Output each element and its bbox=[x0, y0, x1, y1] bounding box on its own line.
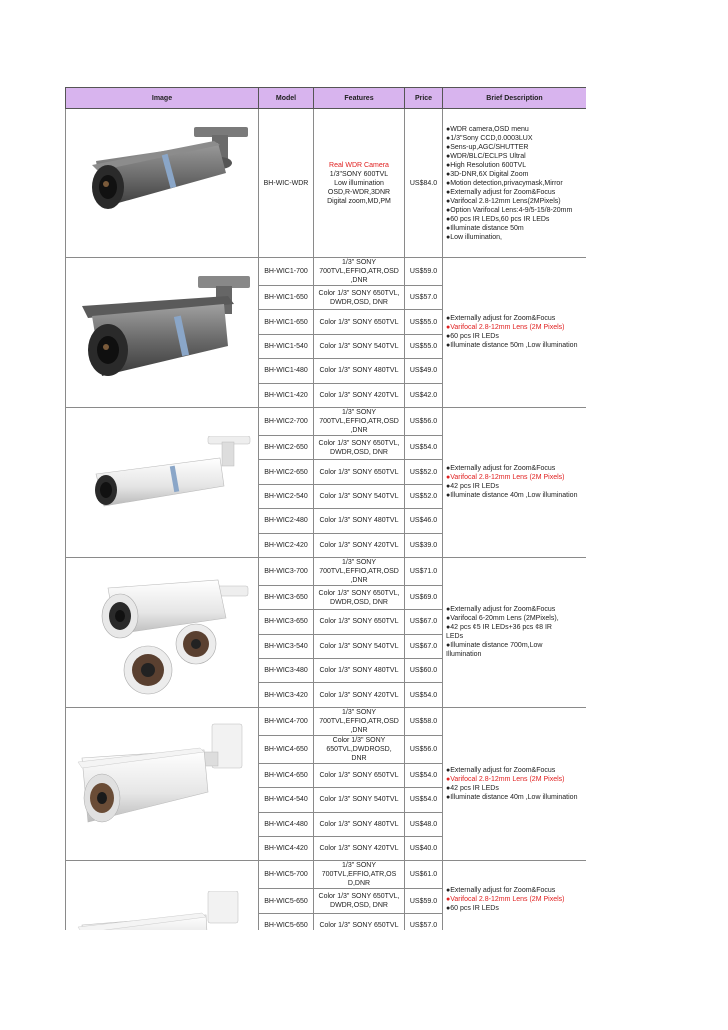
price-list-sheet bbox=[65, 87, 586, 930]
features-cell bbox=[314, 683, 405, 707]
model-cell: BH-WIC3-700 bbox=[259, 557, 314, 585]
description-line: ●Illuminate distance 50m bbox=[446, 224, 524, 232]
description-cell bbox=[443, 407, 587, 557]
price-cell: US$84.0 bbox=[405, 109, 443, 258]
features-cell bbox=[314, 735, 405, 763]
model-cell: BH-WIC3-480 bbox=[259, 659, 314, 683]
description-line: ●Illuminate distance 50m ,Low illumination bbox=[446, 342, 578, 350]
feature-line: 1/3"SONY 600TVL bbox=[329, 170, 389, 178]
price-cell: US$49.0 bbox=[405, 359, 443, 383]
bullet-camera-white-long-icon bbox=[76, 722, 252, 840]
feature-line: Color 1/3" SONY 480TVL bbox=[319, 517, 399, 525]
header-features: Features bbox=[314, 88, 405, 109]
description-line: ●Externally adjust for Zoom&Focus bbox=[446, 767, 556, 775]
price-cell: US$58.0 bbox=[405, 707, 443, 735]
feature-line: OSD,R-WDR,3DNR bbox=[327, 188, 391, 196]
header-image: Image bbox=[66, 88, 259, 109]
model-cell: BH-WIC1-420 bbox=[259, 383, 314, 407]
feature-line: Color 1/3" SONY 540TVL bbox=[319, 796, 399, 804]
feature-line: ,DNR bbox=[350, 576, 368, 584]
model-cell: BH-WIC5-650 bbox=[259, 889, 314, 913]
feature-line: 1/3" SONY bbox=[342, 259, 376, 266]
model-cell: BH-WIC4-420 bbox=[259, 837, 314, 861]
header-model: Model bbox=[259, 88, 314, 109]
feature-line: 700TVL,EFFIO,ATR,OSD bbox=[319, 417, 399, 425]
features-cell bbox=[314, 610, 405, 634]
bullet-camera-white-partial-icon bbox=[76, 891, 252, 930]
bullet-camera-gray-sunshield-icon bbox=[78, 276, 254, 386]
price-cell: US$57.0 bbox=[405, 913, 443, 930]
feature-line: Color 1/3" SONY 540TVL bbox=[319, 342, 399, 350]
description-line: ●60 pcs IR LEDs,60 pcs IR LEDs bbox=[446, 215, 550, 223]
price-cell: US$55.0 bbox=[405, 334, 443, 358]
features-cell bbox=[314, 310, 405, 334]
description-cell bbox=[443, 109, 587, 258]
description-line: ●Illuminate distance 700m,Low bbox=[446, 642, 543, 650]
price-cell: US$60.0 bbox=[405, 659, 443, 683]
features-cell bbox=[314, 707, 405, 735]
bullet-camera-white-icon bbox=[90, 436, 255, 516]
price-cell: US$56.0 bbox=[405, 407, 443, 435]
model-cell: BH-WIC3-420 bbox=[259, 683, 314, 707]
feature-line: 1/3" SONY bbox=[342, 862, 376, 870]
features-cell bbox=[314, 509, 405, 533]
features-cell bbox=[314, 861, 405, 889]
description-line: ●WDR/BLC/ECLPS Ultral bbox=[446, 152, 526, 160]
feature-line: Color 1/3" SONY 480TVL bbox=[319, 367, 399, 375]
description-line: ●Illuminate distance 40m ,Low illumination bbox=[446, 794, 578, 802]
price-cell: US$52.0 bbox=[405, 484, 443, 508]
features-cell bbox=[314, 659, 405, 683]
price-cell: US$61.0 bbox=[405, 861, 443, 889]
description-line: ●Option Varifocal Lens:4-9/5-15/8-20mm bbox=[446, 206, 573, 214]
price-cell: US$46.0 bbox=[405, 509, 443, 533]
feature-line: 700TVL,EFFIO,ATR,OS bbox=[321, 871, 397, 879]
features-cell bbox=[314, 788, 405, 812]
features-cell bbox=[314, 889, 405, 913]
feature-line: DNR bbox=[351, 754, 367, 762]
description-line: ●Externally adjust for Zoom&Focus bbox=[446, 315, 556, 323]
description-line: ●WDR camera,OSD menu bbox=[446, 125, 529, 133]
description-line: ●Externally adjust for Zoom&Focus bbox=[446, 465, 556, 473]
table-row bbox=[66, 707, 587, 735]
description-line: ●Varifocal 2.8-12mm Lens (2M Pixels) bbox=[446, 474, 565, 482]
price-cell: US$54.0 bbox=[405, 763, 443, 787]
model-cell: BH-WIC4-540 bbox=[259, 788, 314, 812]
description-line: ●Low illumination, bbox=[446, 233, 502, 241]
feature-line: Color 1/3" SONY 480TVL bbox=[319, 667, 399, 675]
feature-line: 700TVL,EFFIO,ATR,OSD bbox=[319, 717, 399, 725]
table-row bbox=[66, 407, 587, 435]
description-line: ●Externally adjust for Zoom&Focus bbox=[446, 606, 556, 614]
description-line: ●60 pcs IR LEDs bbox=[446, 904, 499, 912]
model-cell: BH-WIC1-650 bbox=[259, 310, 314, 334]
description-cell bbox=[443, 707, 587, 861]
description-line: ●42 pcs IR LEDs bbox=[446, 483, 499, 491]
model-cell: BH-WIC2-650 bbox=[259, 435, 314, 459]
model-cell: BH-WIC1-700 bbox=[259, 258, 314, 286]
header-price: Price bbox=[405, 88, 443, 109]
features-cell bbox=[314, 484, 405, 508]
feature-line: Color 1/3" SONY 420TVL bbox=[319, 541, 399, 549]
product-image-cell bbox=[66, 557, 259, 707]
feature-line: 1/3" SONY bbox=[342, 708, 376, 716]
model-cell: BH-WIC-WDR bbox=[259, 109, 314, 258]
features-cell bbox=[314, 557, 405, 585]
description-line: LEDs bbox=[446, 633, 464, 641]
features-cell bbox=[314, 435, 405, 459]
model-cell: BH-WIC2-480 bbox=[259, 509, 314, 533]
price-cell: US$42.0 bbox=[405, 383, 443, 407]
price-cell: US$67.0 bbox=[405, 610, 443, 634]
description-line: ●Varifocal 6-20mm Lens (2MPixels), bbox=[446, 615, 559, 623]
feature-line: Color 1/3" SONY 420TVL bbox=[319, 691, 399, 699]
description-cell bbox=[443, 258, 587, 408]
description-line: ●Varifocal 2.8-12mm Lens (2M Pixels) bbox=[446, 895, 565, 903]
features-cell bbox=[314, 109, 405, 258]
feature-line: Color 1/3" SONY 420TVL bbox=[319, 391, 399, 399]
feature-line: ,DNR bbox=[350, 277, 368, 284]
feature-line: Color 1/3" SONY 650TVL bbox=[319, 468, 399, 476]
features-cell bbox=[314, 837, 405, 861]
features-cell bbox=[314, 812, 405, 836]
description-line: ●Varifocal 2.8-12mm Lens(2MPixels) bbox=[446, 197, 561, 205]
product-image-cell bbox=[66, 707, 259, 861]
price-cell: US$55.0 bbox=[405, 310, 443, 334]
description-line: ●Varifocal 2.8-12mm Lens (2M Pixels) bbox=[446, 324, 565, 332]
features-cell bbox=[314, 634, 405, 658]
table-header-row bbox=[66, 88, 587, 109]
feature-line: Color 1/3" SONY 650TVL, bbox=[318, 893, 400, 901]
feature-line: Color 1/3" SONY 420TVL bbox=[319, 845, 399, 853]
model-cell: BH-WIC1-480 bbox=[259, 359, 314, 383]
model-cell: BH-WIC2-540 bbox=[259, 484, 314, 508]
header-description: Brief Description bbox=[443, 88, 587, 109]
price-cell: US$67.0 bbox=[405, 634, 443, 658]
features-cell bbox=[314, 460, 405, 484]
price-table bbox=[65, 87, 586, 930]
features-cell bbox=[314, 383, 405, 407]
product-image-cell bbox=[66, 109, 259, 258]
description-line: ●Externally adjust for Zoom&Focus bbox=[446, 188, 556, 196]
table-row-wdr bbox=[66, 109, 587, 258]
model-cell: BH-WIC2-650 bbox=[259, 460, 314, 484]
description-cell bbox=[443, 557, 587, 707]
model-cell: BH-WIC3-650 bbox=[259, 610, 314, 634]
price-cell: US$57.0 bbox=[405, 286, 443, 310]
model-cell: BH-WIC2-420 bbox=[259, 533, 314, 557]
features-cell bbox=[314, 763, 405, 787]
feature-line: DWDR,OSD, DNR bbox=[330, 902, 388, 910]
description-line: ●3D-DNR,6X Digital Zoom bbox=[446, 170, 529, 178]
price-cell: US$54.0 bbox=[405, 683, 443, 707]
model-cell: BH-WIC3-540 bbox=[259, 634, 314, 658]
model-cell: BH-WIC1-540 bbox=[259, 334, 314, 358]
model-cell: BH-WIC4-480 bbox=[259, 812, 314, 836]
features-cell bbox=[314, 258, 405, 286]
description-line: ●42 pcs ¢5 IR LEDs+36 pcs ¢8 IR bbox=[446, 624, 552, 632]
model-cell: BH-WIC4-650 bbox=[259, 763, 314, 787]
feature-line: ,DNR bbox=[350, 726, 368, 734]
feature-line: DWDR,OSD, DNR bbox=[330, 448, 388, 456]
model-cell: BH-WIC1-650 bbox=[259, 286, 314, 310]
feature-line: Color 1/3" SONY 650TVL bbox=[319, 772, 399, 780]
feature-line: Color 1/3" SONY 540TVL bbox=[319, 642, 399, 650]
feature-line: 1/3" SONY bbox=[342, 558, 376, 566]
description-line: ●Motion detection,privacymask,Mirror bbox=[446, 179, 563, 187]
feature-line: ,DNR bbox=[350, 426, 368, 434]
feature-highlight: Real WDR Camera bbox=[329, 161, 389, 169]
model-cell: BH-WIC3-650 bbox=[259, 585, 314, 609]
twin-ir-camera-white-icon bbox=[98, 574, 254, 696]
feature-line: Color 1/3" SONY 650TVL, bbox=[318, 589, 400, 597]
feature-line: Color 1/3" SONY 480TVL bbox=[319, 820, 399, 828]
price-cell: US$69.0 bbox=[405, 585, 443, 609]
price-cell: US$40.0 bbox=[405, 837, 443, 861]
feature-line: Low illumination bbox=[334, 179, 384, 187]
feature-line: Digital zoom,MD,PM bbox=[327, 197, 391, 205]
feature-line: Color 1/3" SONY 650TVL bbox=[319, 318, 399, 326]
description-line: ●Sens-up,AGC/SHUTTER bbox=[446, 143, 529, 151]
table-row bbox=[66, 861, 587, 889]
model-cell: BH-WIC2-700 bbox=[259, 407, 314, 435]
feature-line: 1/3" SONY bbox=[342, 408, 376, 416]
features-cell bbox=[314, 533, 405, 557]
feature-line: Color 1/3" SONY 650TVL, bbox=[318, 439, 400, 447]
feature-line: Color 1/3" SONY 650TVL bbox=[319, 618, 399, 626]
feature-line: DWDR,OSD, DNR bbox=[330, 598, 388, 606]
features-cell bbox=[314, 407, 405, 435]
description-line: ●1/3"Sony CCD,0.0003LUX bbox=[446, 134, 533, 142]
price-cell: US$39.0 bbox=[405, 533, 443, 557]
description-line: ●60 pcs IR LEDs bbox=[446, 333, 499, 341]
description-line: ●42 pcs IR LEDs bbox=[446, 785, 499, 793]
table-row bbox=[66, 258, 587, 286]
price-cell: US$48.0 bbox=[405, 812, 443, 836]
model-cell: BH-WIC5-650 bbox=[259, 913, 314, 930]
description-cell bbox=[443, 861, 587, 930]
description-line: ●High Resolution 600TVL bbox=[446, 161, 527, 169]
feature-line: Color 1/3" SONY 650TVL, bbox=[318, 289, 400, 297]
price-cell: US$52.0 bbox=[405, 460, 443, 484]
feature-line: 650TVL,DWDROSD, bbox=[326, 745, 392, 753]
features-cell bbox=[314, 913, 405, 930]
feature-line: Color 1/3" SONY 540TVL bbox=[319, 492, 399, 500]
description-line: ●Varifocal 2.8-12mm Lens (2M Pixels) bbox=[446, 776, 565, 784]
price-cell: US$54.0 bbox=[405, 435, 443, 459]
features-cell bbox=[314, 286, 405, 310]
model-cell: BH-WIC4-650 bbox=[259, 735, 314, 763]
price-cell: US$59.0 bbox=[405, 889, 443, 913]
feature-line: DWDR,OSD, DNR bbox=[330, 298, 388, 306]
product-image-cell bbox=[66, 861, 259, 930]
model-cell: BH-WIC4-700 bbox=[259, 707, 314, 735]
price-cell: US$54.0 bbox=[405, 788, 443, 812]
description-line: Illumination bbox=[446, 651, 482, 659]
features-cell bbox=[314, 359, 405, 383]
price-cell: US$56.0 bbox=[405, 735, 443, 763]
model-cell: BH-WIC5-700 bbox=[259, 861, 314, 889]
feature-line: Color 1/3" SONY 650TVL bbox=[319, 922, 399, 929]
features-cell bbox=[314, 334, 405, 358]
feature-line: Color 1/3" SONY bbox=[332, 736, 386, 744]
features-cell bbox=[314, 585, 405, 609]
description-line: ●Illuminate distance 40m ,Low illumination bbox=[446, 492, 578, 500]
feature-line: 700TVL,EFFIO,ATR,OSD bbox=[319, 567, 399, 575]
price-cell: US$71.0 bbox=[405, 557, 443, 585]
table-row bbox=[66, 557, 587, 585]
description-line: ●Externally adjust for Zoom&Focus bbox=[446, 886, 556, 894]
price-cell: US$59.0 bbox=[405, 258, 443, 286]
feature-line: D,DNR bbox=[347, 880, 371, 888]
feature-line: 700TVL,EFFIO,ATR,OSD bbox=[319, 268, 399, 275]
bullet-camera-gray-icon bbox=[86, 121, 256, 225]
product-image-cell bbox=[66, 407, 259, 557]
product-image-cell bbox=[66, 258, 259, 408]
